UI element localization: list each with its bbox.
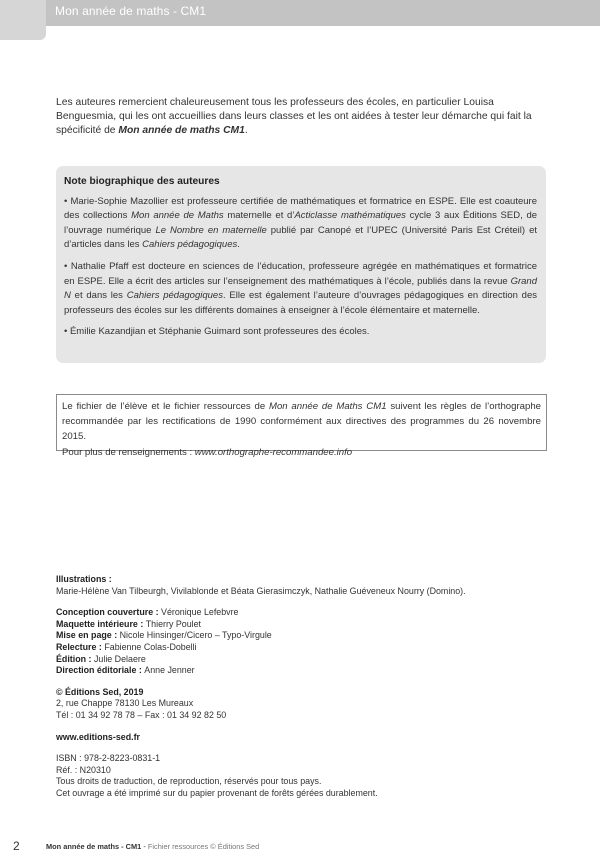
biography-paragraph-mazollier (64, 195, 537, 253)
rules-text: Le fichier de l’élève et le fichier ressources de (62, 401, 269, 412)
rules-book-title: Mon année de Maths CM1 (268, 401, 387, 412)
page-footer (0, 836, 600, 860)
rules-website-link[interactable]: www.orthographe-recommandee.info (194, 446, 353, 458)
illustrations-label: Illustrations : (56, 574, 112, 584)
bio-p1-italic: Cahiers pédagogiques (142, 239, 238, 251)
edition-value: Julie Delaere (93, 653, 146, 664)
acknowledgements (56, 96, 548, 138)
editorial-direction-label: Direction éditoriale : (56, 665, 145, 676)
footer-book-title: Mon année de maths - CM1 (46, 842, 142, 851)
spelling-rules-box (56, 394, 547, 458)
credits-block (56, 574, 536, 800)
editorial-direction-value: Anne Jenner (144, 665, 195, 676)
footer-publisher: Fichier ressources © Éditions Sed (147, 842, 260, 851)
publisher-address: 2, rue Chappe 78130 Les Mureaux (56, 698, 194, 709)
bio-p1-text: publié par Canopé et l’UPEC (Université Paris Est Créteil) et d’articles dans les (64, 224, 537, 251)
acknowledgements-book-title: Mon année de maths CM1 (118, 125, 245, 136)
bio-p1-text: maternelle et d’ (223, 210, 295, 222)
edition-label: Édition : (56, 653, 94, 664)
illustrations-value: Marie-Hélène Van Tilbeurgh, Vivilablonde et Béata Gierasimczyk, Nathalie Guéveneux Nourry (Domino). (56, 585, 466, 596)
bio-p1-text: • Marie-Sophie Mazollier est professeure certifiée de mathématiques et formatrice en ESPE. Elle est coauteure des collections (64, 195, 537, 222)
layout-label: Maquette intérieure : (56, 618, 146, 629)
rules-text: suivent les règles de l’orthographe recommandée par les rectifications de 1990 conformément aux directives des programmes du 26 novembre 2015. (62, 401, 541, 443)
bio-p2-text: et dans les (70, 290, 127, 302)
bio-p1-italic: Acticlasse mathématiques (294, 210, 406, 222)
rights-notice: Tous droits de traduction, de reproduction, réservés pour tous pays. (56, 776, 322, 787)
bio-p2-italic: Grand N (64, 275, 537, 302)
footer-separator: - (141, 842, 148, 851)
bio-p1-text: cycle 3 aux Éditions SED, de l’ouvrage numérique (64, 210, 538, 236)
proofreading-label: Relecture : (56, 641, 105, 652)
reference-number: Réf. : N20310 (56, 764, 111, 775)
acknowledgements-end: . (244, 125, 248, 136)
header-title: Mon année de maths - CM1 (55, 4, 207, 18)
cover-label: Conception couverture : (56, 607, 162, 618)
acknowledgements-text: Les auteures remercient chaleureusement tous les professeurs des écoles, en particulier Louisa Benguesmia, qui les ont accueillies dans leurs classes et les ont aidées à tester leur démarche qui fait la spécificité de (56, 97, 532, 136)
cover-value: Véronique Lefebvre (161, 607, 239, 618)
proofreading-value: Fabienne Colas-Dobelli (104, 641, 197, 652)
bio-p2-italic: Cahiers pédagogiques (126, 290, 223, 302)
bio-p1-italic: Mon année de Maths (131, 210, 224, 222)
biography-paragraph-others: • Émilie Kazandjian et Stéphanie Guimard sont professeures des écoles. (64, 326, 370, 338)
paper-notice: Cet ouvrage a été imprimé sur du papier provenant de forêts gérées durablement. (56, 787, 378, 798)
biography-box (56, 166, 546, 363)
bio-p2-text: • Nathalie Pfaff est docteure en sciences de l’éducation, professeure agrégée en mathématiques et formatrice en ESPE. Elle a écrit des articles sur l’enseignement des mathématiques à l’école, publiés dans la revue (64, 260, 537, 287)
page-layout-label: Mise en page : (56, 630, 120, 641)
layout-value: Thierry Poulet (145, 618, 202, 629)
bio-p1-italic: Le Nombre en maternelle (155, 224, 267, 236)
page-number: 2 (13, 839, 20, 853)
copyright: © Éditions Sed, 2019 (56, 686, 144, 697)
publisher-website[interactable]: www.editions-sed.fr (56, 731, 140, 742)
biography-paragraph-pfaff (64, 260, 537, 318)
rules-info-label: Pour plus de renseignements : (62, 446, 195, 458)
bio-p2-text: . Elle est également l’auteure d’ouvrages pédagogiques en direction des professeurs des écoles sur les différents domaines à enseigner à l’école élémentaire et maternelle. (64, 290, 537, 316)
bio-p1-text: . (237, 239, 240, 251)
biography-title: Note biographique des auteures (64, 176, 220, 187)
publisher-phone: Tél : 01 34 92 78 78 – Fax : 01 34 92 82 50 (56, 709, 227, 720)
header-tab-decoration (0, 0, 46, 40)
footer-text (46, 842, 259, 851)
isbn: ISBN : 978-2-8223-0831-1 (56, 753, 161, 764)
page-layout-value: Nicole Hinsinger/Cicero – Typo-Virgule (119, 630, 272, 641)
